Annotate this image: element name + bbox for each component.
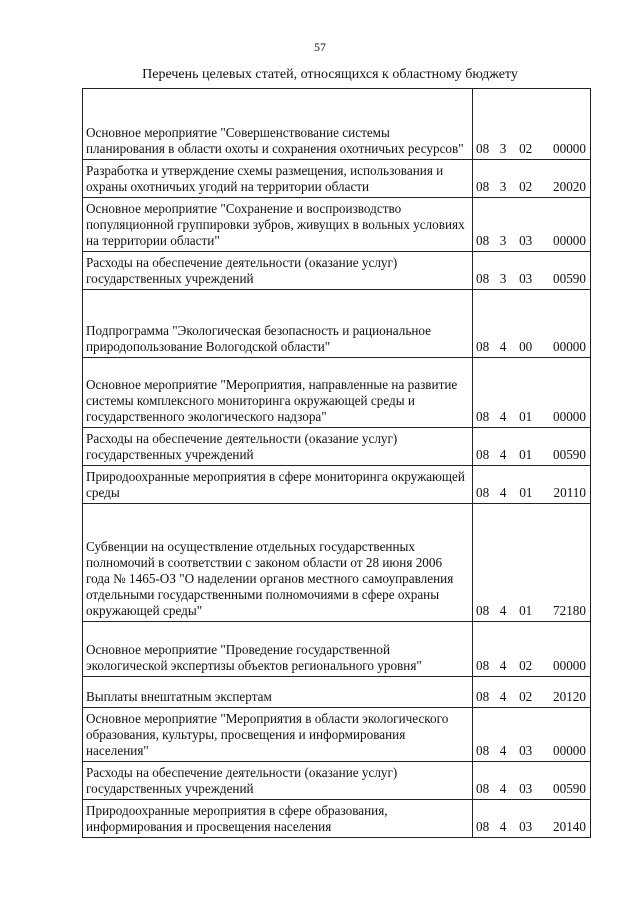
program-code: 03 xyxy=(519,233,533,248)
section-code: 08 xyxy=(476,689,490,704)
row-codes xyxy=(473,89,591,160)
row-description: Разработка и утверждение схемы размещения, использования и охраны охотничьих угодий на территории области xyxy=(83,160,473,198)
subsection-code: 3 xyxy=(499,141,507,156)
section-code: 08 xyxy=(476,339,490,354)
article-code: 20140 xyxy=(553,819,586,834)
subsection-code: 4 xyxy=(499,409,507,424)
row-description: Расходы на обеспечение деятельности (оказание услуг) государственных учреждений xyxy=(83,252,473,290)
subsection-code: 4 xyxy=(499,603,507,618)
section-code: 08 xyxy=(476,141,490,156)
subsection-code: 3 xyxy=(499,179,507,194)
target-articles-table xyxy=(82,88,591,838)
table-row xyxy=(83,677,591,708)
row-codes xyxy=(473,428,591,466)
article-code: 00000 xyxy=(553,743,586,758)
article-code: 00000 xyxy=(553,233,586,248)
row-codes xyxy=(473,677,591,708)
row-description: Природоохранные мероприятия в сфере образования, информирования и просвещения населения xyxy=(83,800,473,838)
section-code: 08 xyxy=(476,781,490,796)
table-row xyxy=(83,290,591,358)
section-code: 08 xyxy=(476,743,490,758)
row-description: Основное мероприятие "Проведение государственной экологической экспертизы объектов регионального уровня" xyxy=(83,622,473,677)
table-row xyxy=(83,89,591,160)
row-description: Основное мероприятие "Совершенствование системы планирования в области охоты и сохранения охотничьих ресурсов" xyxy=(83,89,473,160)
subsection-code: 4 xyxy=(499,689,507,704)
row-codes xyxy=(473,466,591,504)
table-row xyxy=(83,708,591,762)
section-code: 08 xyxy=(476,485,490,500)
row-codes xyxy=(473,622,591,677)
row-codes xyxy=(473,358,591,428)
subsection-code: 4 xyxy=(499,819,507,834)
subsection-code: 3 xyxy=(499,233,507,248)
table-row xyxy=(83,504,591,622)
row-description: Расходы на обеспечение деятельности (оказание услуг) государственных учреждений xyxy=(83,428,473,466)
article-code: 72180 xyxy=(553,603,586,618)
article-code: 00000 xyxy=(553,658,586,673)
table-row xyxy=(83,466,591,504)
article-code: 20020 xyxy=(553,179,586,194)
article-code: 00590 xyxy=(553,781,586,796)
subsection-code: 4 xyxy=(499,658,507,673)
row-description: Основное мероприятие "Мероприятия в области экологического образования, культуры, просвещения и информирования населения" xyxy=(83,708,473,762)
section-code: 08 xyxy=(476,233,490,248)
subsection-code: 4 xyxy=(499,743,507,758)
row-codes xyxy=(473,290,591,358)
article-code: 00590 xyxy=(553,447,586,462)
subsection-code: 4 xyxy=(499,339,507,354)
table-row xyxy=(83,622,591,677)
row-codes xyxy=(473,198,591,252)
program-code: 03 xyxy=(519,271,533,286)
row-description: Расходы на обеспечение деятельности (оказание услуг) государственных учреждений xyxy=(83,762,473,800)
table-body xyxy=(83,89,591,838)
table-row xyxy=(83,198,591,252)
subsection-code: 4 xyxy=(499,485,507,500)
document-title: Перечень целевых статей, относящихся к областному бюджету xyxy=(142,67,518,82)
program-code: 02 xyxy=(519,141,533,156)
row-codes xyxy=(473,252,591,290)
table-row xyxy=(83,762,591,800)
row-codes xyxy=(473,800,591,838)
table-row xyxy=(83,252,591,290)
section-code: 08 xyxy=(476,658,490,673)
row-description: Основное мероприятие "Мероприятия, направленные на развитие системы комплексного мониторинга окружающей среды и государственного экологического надзора" xyxy=(83,358,473,428)
article-code: 00590 xyxy=(553,271,586,286)
row-description: Выплаты внештатным экспертам xyxy=(83,677,473,708)
program-code: 03 xyxy=(519,743,533,758)
row-description: Природоохранные мероприятия в сфере мониторинга окружающей среды xyxy=(83,466,473,504)
section-code: 08 xyxy=(476,819,490,834)
program-code: 01 xyxy=(519,485,533,500)
section-code: 08 xyxy=(476,179,490,194)
table-row xyxy=(83,428,591,466)
subsection-code: 3 xyxy=(499,271,507,286)
row-codes xyxy=(473,708,591,762)
table-row xyxy=(83,800,591,838)
program-code: 01 xyxy=(519,409,533,424)
section-code: 08 xyxy=(476,409,490,424)
program-code: 02 xyxy=(519,658,533,673)
program-code: 03 xyxy=(519,819,533,834)
row-description: Основное мероприятие "Сохранение и воспроизводство популяционной группировки зубров, живущих в вольных условиях на территории области" xyxy=(83,198,473,252)
table-row xyxy=(83,160,591,198)
article-code: 00000 xyxy=(553,141,586,156)
row-codes xyxy=(473,504,591,622)
subsection-code: 4 xyxy=(499,781,507,796)
row-codes xyxy=(473,160,591,198)
program-code: 00 xyxy=(519,339,533,354)
row-codes xyxy=(473,762,591,800)
section-code: 08 xyxy=(476,447,490,462)
article-code: 20120 xyxy=(553,689,586,704)
program-code: 02 xyxy=(519,179,533,194)
program-code: 01 xyxy=(519,603,533,618)
program-code: 01 xyxy=(519,447,533,462)
article-code: 00000 xyxy=(553,409,586,424)
row-description: Подпрограмма "Экологическая безопасность и рациональное природопользование Вологодской области" xyxy=(83,290,473,358)
row-description: Субвенции на осуществление отдельных государственных полномочий в соответствии с законом области от 28 июня 2006 года № 1465-ОЗ "О наделении органов местного самоуправления отдельными государственными полномочиями в сфере охраны окружающей среды" xyxy=(83,504,473,622)
page-number: 57 xyxy=(314,40,326,54)
program-code: 03 xyxy=(519,781,533,796)
table-row xyxy=(83,358,591,428)
section-code: 08 xyxy=(476,271,490,286)
article-code: 00000 xyxy=(553,339,586,354)
article-code: 20110 xyxy=(553,485,586,500)
program-code: 02 xyxy=(519,689,533,704)
subsection-code: 4 xyxy=(499,447,507,462)
section-code: 08 xyxy=(476,603,490,618)
